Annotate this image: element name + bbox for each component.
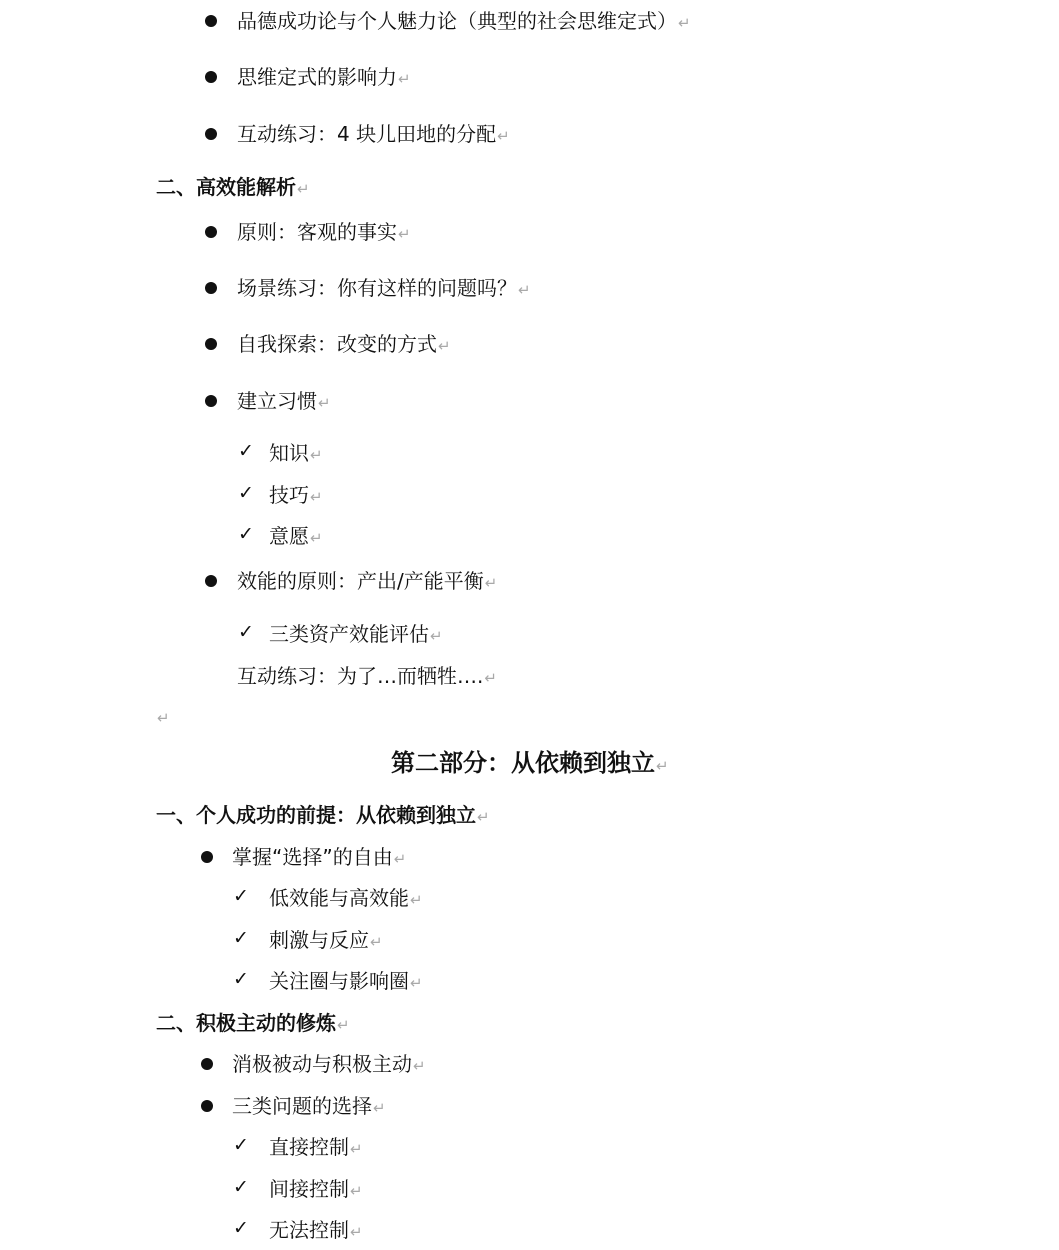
part-title: 第二部分：从依赖到独立↵ [391,749,669,777]
checkmark-icon: ✓ [233,1217,249,1239]
return-mark: ↵ [337,1016,350,1034]
exercise-text: 互动练习：为了…而牺牲….↵ [237,664,497,688]
list-item: 无法控制↵ [269,1218,363,1242]
list-item: 自我探索：改变的方式↵ [237,332,451,356]
list-item: 技巧↵ [269,483,323,507]
bullet-dot [201,1058,213,1070]
list-item: 低效能与高效能↵ [269,886,423,910]
bullet-dot [201,851,213,863]
return-mark: ↵ [350,1140,363,1158]
bullet-dot [205,71,217,83]
section-heading: 二、高效能解析↵ [156,175,310,199]
checkmark-icon: ✓ [238,440,254,462]
bullet-dot [205,226,217,238]
bullet-dot [205,575,217,587]
return-mark: ↵ [430,627,443,645]
list-item: 关注圈与影响圈↵ [269,969,423,993]
return-mark: ↵ [413,1057,426,1075]
checkmark-icon: ✓ [238,523,254,545]
bullet-dot [205,15,217,27]
return-mark: ↵ [438,337,451,355]
list-item: 原则：客观的事实↵ [237,220,411,244]
list-item: 间接控制↵ [269,1177,363,1201]
return-mark: ↵ [350,1182,363,1200]
list-item: 建立习惯↵ [237,389,331,413]
return-mark: ↵ [477,808,490,826]
return-mark: ↵ [157,709,170,727]
list-item: 消极被动与积极主动↵ [232,1052,426,1076]
bullet-dot [201,1100,213,1112]
section-heading: 一、个人成功的前提：从依赖到独立↵ [156,803,490,827]
list-item: 三类问题的选择↵ [232,1094,386,1118]
checkmark-icon: ✓ [238,482,254,504]
bullet-dot [205,338,217,350]
checkmark-icon: ✓ [233,1134,249,1156]
bullet-dot [205,282,217,294]
list-item: 掌握“选择”的自由↵ [232,845,407,869]
checkmark-icon: ✓ [233,1176,249,1198]
return-mark: ↵ [398,225,411,243]
return-mark: ↵ [398,70,411,88]
checkmark-icon: ✓ [233,885,249,907]
return-mark: ↵ [410,891,423,909]
return-mark: ↵ [484,574,498,592]
checkmark-icon: ✓ [238,621,254,643]
return-mark: ↵ [678,14,691,32]
list-item: 意愿↵ [269,524,323,548]
return-mark: ↵ [410,974,423,992]
return-mark: ↵ [656,757,669,775]
return-mark: ↵ [484,669,497,687]
checkmark-icon: ✓ [233,968,249,990]
return-mark: ↵ [518,281,531,299]
return-mark: ↵ [393,850,407,868]
list-item: 场景练习：你有这样的问题吗？↵ [237,276,531,300]
list-item: 直接控制↵ [269,1135,363,1159]
return-mark: ↵ [297,180,310,198]
list-item: 三类资产效能评估↵ [269,622,443,646]
return-mark: ↵ [497,127,510,145]
return-mark: ↵ [318,394,331,412]
return-mark: ↵ [310,488,323,506]
bullet-dot [205,395,217,407]
list-item: 品德成功论与个人魅力论（典型的社会思维定式）↵ [237,9,691,33]
return-mark: ↵ [350,1223,363,1241]
empty-paragraph [156,703,170,731]
list-item: 互动练习：4 块儿田地的分配↵ [237,122,510,146]
section-heading: 二、积极主动的修炼↵ [156,1011,350,1035]
return-mark: ↵ [370,933,383,951]
return-mark: ↵ [310,529,323,547]
list-item: 思维定式的影响力↵ [237,65,411,89]
return-mark: ↵ [310,446,323,464]
list-item: 效能的原则：产出/产能平衡↵ [237,569,498,593]
checkmark-icon: ✓ [233,927,249,949]
list-item: 刺激与反应↵ [269,928,383,952]
return-mark: ↵ [373,1099,386,1117]
list-item: 知识↵ [269,441,323,465]
bullet-dot [205,128,217,140]
